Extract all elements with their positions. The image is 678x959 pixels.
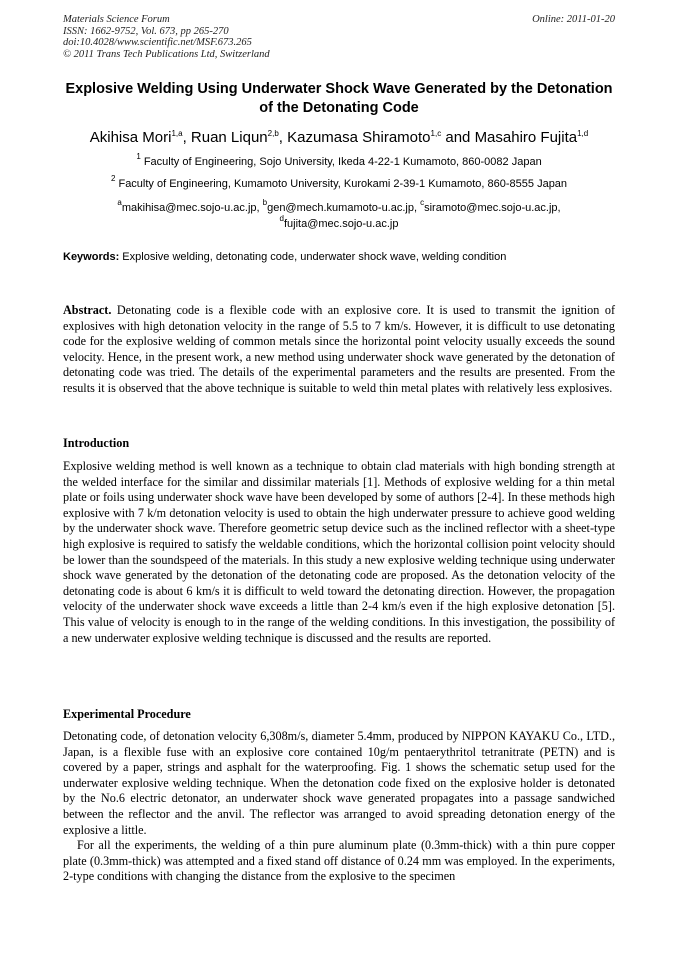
author-name: Kazumasa Shiramoto: [287, 129, 431, 146]
online-date: Online: 2011-01-20: [532, 14, 615, 25]
introduction-body: [63, 459, 615, 646]
author-affiliation-marker: 1,c: [430, 129, 442, 138]
email-address[interactable]: gen@mech.kumamoto-u.ac.jp,: [267, 202, 421, 214]
author-list: [40, 128, 638, 148]
email-address[interactable]: fujita@mec.sojo-u.ac.jp: [283, 218, 399, 230]
section-heading-experimental: Experimental Procedure: [63, 707, 191, 721]
experimental-body: [63, 729, 615, 885]
email-list: [63, 200, 615, 232]
email-marker: a: [117, 198, 122, 207]
keywords: [63, 250, 615, 265]
issn: ISSN: 1662-9752, Vol. 673, pp 265-270: [63, 25, 229, 37]
affiliation-1: [40, 152, 638, 169]
affiliation-marker: 2: [110, 174, 116, 183]
keywords-label: Keywords:: [63, 251, 120, 263]
email-address[interactable]: siramoto@mec.sojo-u.ac.jp,: [424, 202, 561, 214]
author-affiliation-marker: 2,b: [267, 129, 279, 138]
email-marker: c: [420, 198, 425, 207]
author-affiliation-marker: 1,d: [577, 129, 589, 138]
affiliation-text: Faculty of Engineering, Kumamoto University, Kurokami 2-39-1 Kumamoto, 860-8555 Japan: [118, 178, 568, 190]
author-separator: ,: [278, 129, 288, 146]
experimental-paragraph-1: Detonating code, of detonation velocity 6,308m/s, diameter 5.4mm, produced by NIPPON KAYAKU Co., LTD., Japan, is a flexible fuse with an explosive core contained 10g/m pentaerythritol tetranitrate (PETN) and is covered by a paper, strings and asphalt for the waterproofing. Fig. 1 shows the schematic setup used for the underwater explosive welding technique. When the detonation code fixed on the explosive holder is detonated by the No.6 electric detonator, an underwater shock wave generated propagates into a passage sandwiched between the reflector and the anvil. The reflector was arranged to avoid spreading detonation energy of the explosive a little.: [63, 729, 615, 837]
abstract-label: Abstract.: [63, 303, 112, 317]
affiliation-2: [40, 174, 638, 191]
section-heading-introduction: Introduction: [63, 436, 130, 450]
author-name: Akihisa Mori: [89, 129, 172, 146]
paper-title: Explosive Welding Using Underwater Shock Wave Generated by the Detonation of the Detonating Code: [65, 81, 613, 116]
email-marker: d: [279, 214, 284, 223]
author-name: Masahiro Fujita: [474, 129, 578, 146]
journal-name: Materials Science Forum: [63, 14, 170, 25]
abstract-text: Detonating code is a flexible code with an explosive core. It is used to transmit the ignition of explosives with high detonation velocity in the range of 5.5 to 7 km/s. However, it is difficult to use detonating code for the explosive welding of common metals since the horizontal point velocity usually exceeds the sound velocity. Hence, in the present work, a new method using underwater shock wave generated by the detonation of detonating code was tried. The details of the experimental parameters and the results are presented. From the results it is observed that the above technique is suitable to weld thin metal plates with relatively less explosives.: [63, 303, 615, 395]
author-separator: and: [441, 129, 475, 146]
email-marker: b: [262, 198, 268, 207]
email-address[interactable]: makihisa@mec.sojo-u.ac.jp,: [121, 202, 263, 214]
abstract: [63, 303, 615, 397]
author-name: Ruan Liqun: [190, 129, 268, 146]
doi: doi:10.4028/www.scientific.net/MSF.673.265: [63, 37, 252, 48]
author-affiliation-marker: 1,a: [171, 129, 183, 138]
keywords-text: Explosive welding, detonating code, underwater shock wave, welding condition: [119, 251, 507, 263]
copyright: © 2011 Trans Tech Publications Ltd, Switzerland: [63, 48, 270, 60]
affiliation-marker: 1: [136, 152, 141, 161]
introduction-paragraph: Explosive welding method is well known as a technique to obtain clad materials with high bonding strength at the welded interface for the similar and dissimilar materials [1]. Methods of explosive welding for a thin metal plate or foils using underwater shock wave have been developed by some of authors [2-4]. In these methods high explosive with 7 k/m detonation velocity is used to obtain the high underwater pressure to achieve good welding by the underwater shock wave. Therefore geometric setup device such as the inclined reflector with a sheet-type high explosive is required to satisfy the weldable conditions, which the horizontal collision point velocity should be lower than the soundspeed of the materials. In this study a new explosive welding technique using underwater shock wave generated by the detonation of the detonating code are proposed. As the detonation velocity of the detonating code is about 6 km/s it is difficult to weld toward the detonating direction. However, the propagation velocity of the underwater shock wave exceeds a little than 2-4 km/s even if the high explosive detonation [5]. This value of velocity is enough to in the range of the welding conditions. In this investigation, the possibility of a new underwater explosive welding technique is discussed and the results are reported.: [63, 459, 615, 645]
journal-header: [63, 14, 615, 60]
affiliation-text: Faculty of Engineering, Sojo University, Ikeda 4-22-1 Kumamoto, 860-0082 Japan: [143, 156, 542, 168]
author-separator: ,: [182, 129, 191, 146]
experimental-paragraph-2: For all the experiments, the welding of a thin pure aluminum plate (0.3mm-thick) with a thin pure copper plate (0.3mm-thick) was attempted and a fixed stand off distance of 0.24 mm was employed. In the experiments, 2-type conditions with changing the distance from the explosive to the specimen: [63, 838, 615, 884]
